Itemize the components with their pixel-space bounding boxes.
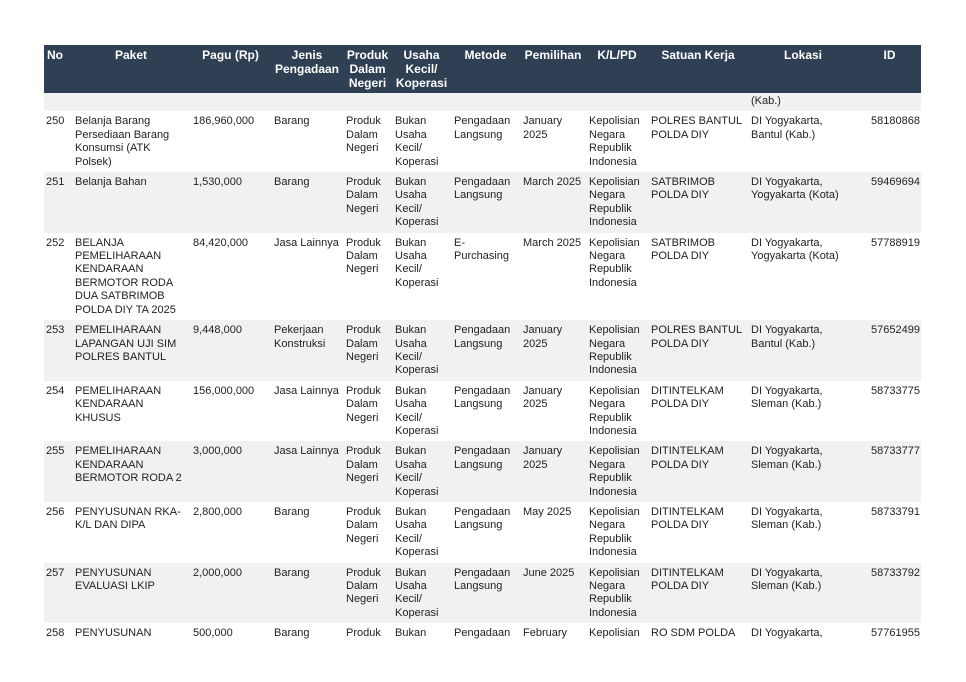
table-row — [44, 563, 921, 624]
cell-paket: BELANJA PEMELIHARAAN KENDARAAN BERMOTOR RODA DUA SATBRIMOB POLDA DIY TA 2025 — [75, 236, 176, 316]
column-header-lokasi: Lokasi — [748, 45, 858, 93]
table-row — [44, 172, 921, 233]
table-row — [44, 441, 921, 502]
table-header-row — [44, 45, 921, 93]
cell-lokasi: DI Yogyakarta, Bantul (Kab.) — [748, 320, 858, 381]
cell-pdn: Produk Dalam Negeri — [346, 236, 381, 276]
cell-klpd: Kepolisian Negara Republik Indonesia — [586, 172, 648, 233]
cell-pemilihan: January 2025 — [520, 441, 586, 502]
cell-klpd: Kepolisian Negara Republik Indonesia — [589, 384, 640, 437]
cell-no: 255 — [44, 441, 72, 502]
cell-jenis: Jasa Lainnya — [274, 236, 339, 249]
cell-lokasi: DI Yogyakarta, Sleman (Kab.) — [748, 441, 858, 502]
cell-satker: DITINTELKAM POLDA DIY — [651, 384, 724, 411]
cell-metode: Pengadaan Langsung — [454, 505, 511, 532]
cell-pagu: 9,448,000 — [190, 320, 271, 381]
cell-pemilihan: May 2025 — [523, 505, 572, 518]
cell-klpd: Kepolisian — [589, 627, 640, 640]
column-header-pemilihan: Pemilihan — [520, 45, 586, 93]
cell-jenis: Barang — [271, 563, 343, 624]
cell-pdn: Produk — [346, 627, 381, 640]
cell-pagu: 156,000,000 — [193, 384, 255, 397]
cell-satker: POLRES BANTUL POLDA DIY — [648, 320, 748, 381]
cell-no: 254 — [46, 384, 65, 397]
cell-klpd: Kepolisian Negara Republik Indonesia — [586, 441, 648, 502]
cell-pdn: Produk Dalam Negeri — [346, 384, 381, 424]
cell-jenis: Barang — [274, 505, 310, 518]
cell-no: 252 — [46, 236, 65, 249]
cell-id: 57788919 — [871, 236, 920, 249]
procurement-table-container — [44, 45, 921, 640]
cell-ukk: Bukan Usaha Kecil/ Koperasi — [395, 384, 439, 437]
cell-lokasi: DI Yogyakarta, Sleman (Kab.) — [751, 384, 823, 411]
cell-klpd: Kepolisian Negara Republik Indonesia — [589, 115, 640, 168]
cell-pemilihan: March 2025 — [520, 172, 586, 233]
cell-satker: POLRES BANTUL POLDA DIY — [651, 115, 742, 141]
cell-no: 257 — [44, 563, 72, 624]
cell-ukk: Bukan Usaha Kecil/ Koperasi — [395, 236, 439, 289]
cell-jenis: Barang — [274, 627, 310, 640]
cell-satker: SATBRIMOB POLDA DIY — [651, 236, 715, 263]
cell-paket: Belanja Bahan — [72, 172, 190, 233]
cell-pemilihan: January 2025 — [520, 320, 586, 381]
cell-jenis: Barang — [271, 172, 343, 233]
cell-jenis: Pekerjaan Konstruksi — [271, 320, 343, 381]
cell-ukk: Bukan Usaha Kecil/ Koperasi — [392, 441, 451, 502]
cell-lokasi: DI Yogyakarta, Sleman (Kab.) — [748, 563, 858, 624]
procurement-table — [44, 45, 921, 644]
cell-pagu: 2,800,000 — [193, 505, 242, 518]
cell-metode: Pengadaan Langsung — [451, 563, 520, 624]
cell-pagu: 186,960,000 — [193, 115, 255, 128]
cell-id: 58180868 — [871, 115, 920, 128]
cell-satker: DITINTELKAM POLDA DIY — [648, 441, 748, 502]
cell-pdn: Produk Dalam Negeri — [343, 172, 392, 233]
cell-metode: Pengadaan — [454, 627, 511, 640]
cell-klpd: Kepolisian Negara Republik Indonesia — [589, 236, 640, 289]
cell-satker: DITINTELKAM POLDA DIY — [648, 563, 748, 624]
cell-klpd: Kepolisian Negara Republik Indonesia — [586, 320, 648, 381]
cell-pdn: Produk Dalam Negeri — [343, 441, 392, 502]
cell-pemilihan: January 2025 — [523, 384, 563, 411]
cell-pemilihan: June 2025 — [520, 563, 586, 624]
cell-no: 256 — [46, 505, 65, 518]
cell-paket: PENYUSUNAN RKA-K/L DAN DIPA — [75, 505, 181, 532]
cell-paket: Belanja Barang Persediaan Barang Konsumsi (ATK Polsek) — [75, 115, 170, 168]
cell-klpd: Kepolisian Negara Republik Indonesia — [589, 505, 640, 559]
cell-pagu: 3,000,000 — [190, 441, 271, 502]
cell-pagu: 500,000 — [193, 627, 233, 640]
cell-id: 58733775 — [871, 384, 920, 397]
cell-metode: Pengadaan Langsung — [451, 441, 520, 502]
column-header-jenis-pengadaan: Jenis Pengadaan — [271, 45, 343, 93]
cell-pdn: Produk Dalam Negeri — [343, 563, 392, 624]
table-row — [44, 111, 921, 172]
cell-no: 258 — [46, 627, 65, 640]
column-header-no: No — [44, 45, 72, 93]
cell-metode: Pengadaan Langsung — [451, 320, 520, 381]
cell-id: 59469694 — [858, 172, 921, 233]
table-row — [44, 233, 921, 320]
cell-pemilihan: February — [523, 627, 568, 640]
column-header-usaha-kecil-koperasi: Usaha Kecil/ Koperasi — [392, 45, 451, 93]
cell-ukk: Bukan Usaha Kecil/ Koperasi — [392, 172, 451, 233]
table-row — [44, 381, 921, 442]
table-row — [44, 623, 921, 643]
cell-satker: SATBRIMOB POLDA DIY — [648, 172, 748, 233]
cell-lokasi: DI Yogyakarta, Yogyakarta (Kota) — [748, 172, 858, 233]
cell-lokasi: DI Yogyakarta, Yogyakarta (Kota) — [751, 236, 839, 263]
cell-satker: DITINTELKAM POLDA DIY — [651, 505, 724, 532]
cell-ukk: Bukan Usaha Kecil/ Koperasi — [392, 320, 451, 381]
cell-ukk: Bukan — [395, 627, 427, 640]
cell-id: 58733791 — [871, 505, 920, 518]
cell-no: 253 — [44, 320, 72, 381]
cell-jenis: Jasa Lainnya — [274, 384, 339, 397]
column-header-id: ID — [858, 45, 921, 93]
cell-jenis: Jasa Lainnya — [271, 441, 343, 502]
cell-lokasi: (Kab.) — [748, 93, 858, 111]
cell-id: 58733792 — [858, 563, 921, 624]
cell-pemilihan: March 2025 — [523, 236, 582, 249]
table-row — [44, 502, 921, 563]
column-header-klpd: K/L/PD — [586, 45, 648, 93]
cell-lokasi: DI Yogyakarta, Sleman (Kab.) — [751, 505, 823, 532]
cell-lokasi: DI Yogyakarta, — [751, 627, 823, 640]
column-header-metode: Metode — [451, 45, 520, 93]
cell-pagu: 2,000,000 — [190, 563, 271, 624]
table-row — [44, 320, 921, 381]
cell-metode: Pengadaan Langsung — [454, 384, 511, 411]
cell-metode: E-Purchasing — [454, 236, 510, 263]
cell-lokasi: DI Yogyakarta, Bantul (Kab.) — [751, 115, 823, 141]
cell-metode: Pengadaan Langsung — [451, 172, 520, 233]
cell-satker: RO SDM POLDA — [651, 627, 736, 640]
column-header-produk-dalam-negeri: Produk Dalam Negeri — [343, 45, 392, 93]
cell-jenis: Barang — [274, 115, 310, 128]
cell-paket: PEMELIHARAAN KENDARAAN BERMOTOR RODA 2 — [72, 441, 190, 502]
table-row-partial — [44, 93, 921, 111]
cell-ukk: Bukan Usaha Kecil/ Koperasi — [395, 115, 439, 168]
cell-pdn: Produk Dalam Negeri — [346, 115, 381, 155]
cell-pemilihan: January 2025 — [523, 115, 563, 141]
cell-pagu: 1,530,000 — [190, 172, 271, 233]
cell-paket: PEMELIHARAAN LAPANGAN UJI SIM POLRES BANTUL — [72, 320, 190, 381]
column-header-paket: Paket — [72, 45, 190, 93]
cell-id: 57761955 — [871, 627, 920, 640]
cell-pagu: 84,420,000 — [193, 236, 249, 249]
cell-metode: Pengadaan Langsung — [454, 115, 511, 141]
cell-paket: PEMELIHARAAN KENDARAAN KHUSUS — [75, 384, 162, 424]
cell-paket: PENYUSUNAN EVALUASI LKIP — [72, 563, 190, 624]
cell-pdn: Produk Dalam Negeri — [346, 505, 381, 545]
cell-paket: PENYUSUNAN — [75, 627, 152, 640]
cell-no: 251 — [44, 172, 72, 233]
column-header-satuan-kerja: Satuan Kerja — [648, 45, 748, 93]
column-header-pagu: Pagu (Rp) — [190, 45, 271, 93]
cell-pdn: Produk Dalam Negeri — [343, 320, 392, 381]
cell-id: 58733777 — [858, 441, 921, 502]
cell-id: 57652499 — [858, 320, 921, 381]
cell-ukk: Bukan Usaha Kecil/ Koperasi — [392, 563, 451, 624]
cell-ukk: Bukan Usaha Kecil/ Koperasi — [395, 505, 439, 559]
cell-klpd: Kepolisian Negara Republik Indonesia — [586, 563, 648, 624]
cell-no: 250 — [46, 115, 65, 128]
